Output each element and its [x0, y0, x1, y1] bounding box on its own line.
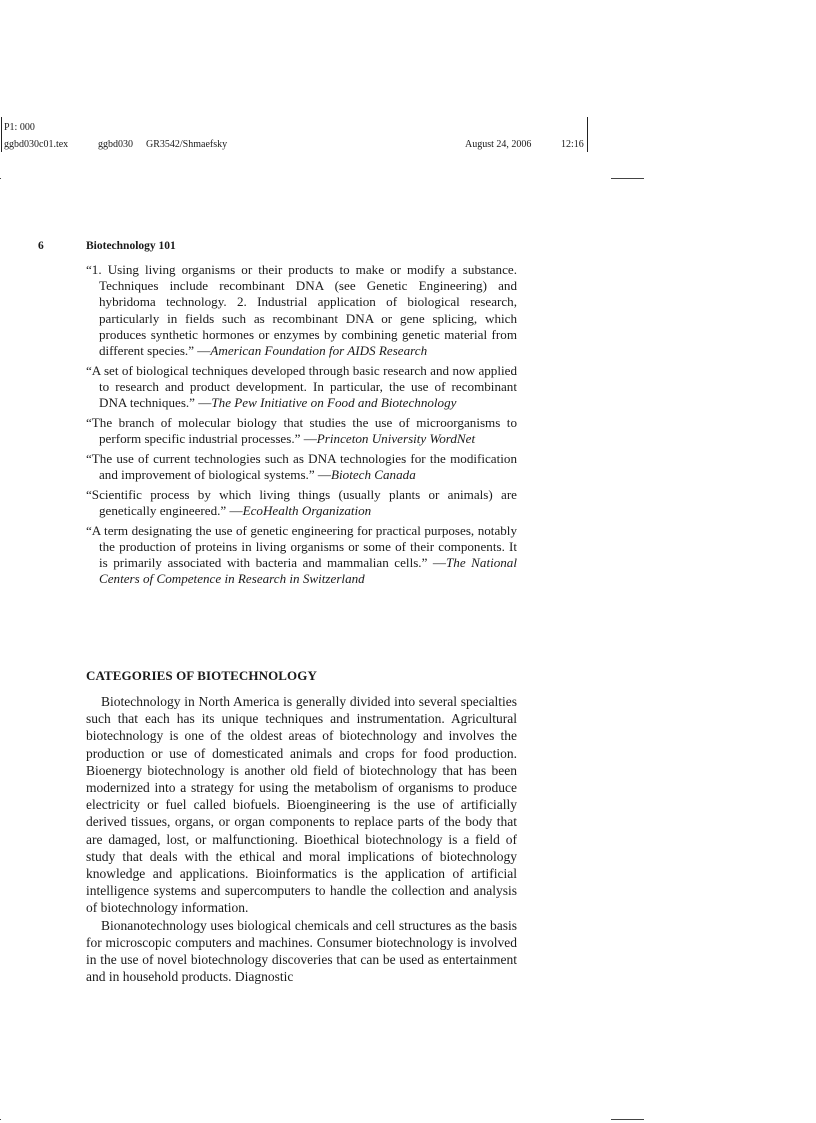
section-heading: CATEGORIES OF BIOTECHNOLOGY — [86, 668, 317, 683]
definition-item: “The branch of molecular biology that studies the use of microorganisms to perform specific industrial processes.” —Princeton University WordNet — [86, 414, 517, 447]
definition-source: EcoHealth Organization — [242, 502, 372, 518]
header-date: August 24, 2006 — [465, 139, 532, 150]
header-job: GR3542/Shmaefsky — [146, 139, 228, 150]
definition-item: “A term designating the use of genetic engineering for practical purposes, notably the production of proteins in living organisms or some of their components. It is primarily associated with bacteria and mammalian cells.” —The National Centers of Competence in Research in Switzerland — [86, 522, 517, 587]
book-title: Biotechnology 101 — [86, 240, 176, 252]
definition-item: “The use of current technologies such as DNA technologies for the modification and improvement of biological systems.” —Biotech Canada — [86, 450, 517, 482]
header-left-rule — [1, 117, 2, 152]
crop-mark-bottom-right — [611, 1119, 644, 1120]
header-time: 12:16 — [561, 139, 584, 150]
body-text — [86, 693, 517, 985]
body-paragraph: Biotechnology in North America is generally divided into several specialties such that each has its unique techniques and instrumentation. Agricultural biotechnology is one of the oldest areas of biotechnology and involves the production or use of domesticated animals and crops for food production. Bioenergy biotechnology is another old field of biotechnology that has been modernized into a strategy for using the metabolism of organisms to produce electricity or fuel called biofuels. Bioengineering is the use of artificially derived tissues, organs, or organ components to replace parts of the body that are damaged, lost, or malfunctioning. Bioethical biotechnology is a field of study that deals with the ethical and moral implications of biotechnology knowledge and applications. Bioinformatics is the application of artificial intelligence systems and supercomputers to handle the collection and analysis of biotechnology information. — [86, 694, 517, 916]
crop-mark-top-right — [611, 178, 644, 179]
header-code: ggbd030 — [98, 139, 133, 150]
header-right-rule — [587, 117, 588, 152]
proof-line: P1: 000 — [4, 122, 35, 133]
crop-mark-bottom-left — [0, 1119, 1, 1120]
definition-item: “Scientific process by which living things (usually plants or animals) are genetically engineered.” —EcoHealth Organization — [86, 486, 517, 518]
crop-mark-top-left — [0, 178, 1, 179]
definition-item: “1. Using living organisms or their products to make or modify a substance. Techniques include recombinant DNA (see Genetic Engineering) and hybridoma technology. 2. Industrial application of biological research, particularly in fields such as recombinant DNA or gene splicing, which produces synthetic hormones or enzymes by combining genetic material from different species.” —American Foundation for AIDS Research — [86, 262, 517, 359]
definition-item: “A set of biological techniques developed through basic research and now applied to research and product development. In particular, the use of recombinant DNA techniques.” —The Pew Initiative on Food and Biotechnology — [86, 362, 517, 411]
definitions-list — [86, 262, 517, 591]
definition-source: The Pew Initiative on Food and Biotechnology — [211, 395, 457, 411]
definition-source: American Foundation for AIDS Research — [210, 343, 428, 359]
definition-source: The National Centers of Competence in Research in Switzerland — [99, 554, 517, 587]
page-number: 6 — [38, 240, 44, 252]
body-paragraph: Bionanotechnology uses biological chemicals and cell structures as the basis for microscopic computers and machines. Consumer biotechnology is involved in the use of novel biotechnology discoveries that can be used as entertainment and in household products. Diagnostic — [86, 917, 517, 985]
header-filename: ggbd030c01.tex — [4, 139, 69, 150]
definition-source: Biotech Canada — [331, 466, 416, 482]
definition-source: Princeton University WordNet — [316, 431, 476, 447]
running-head — [38, 240, 176, 252]
